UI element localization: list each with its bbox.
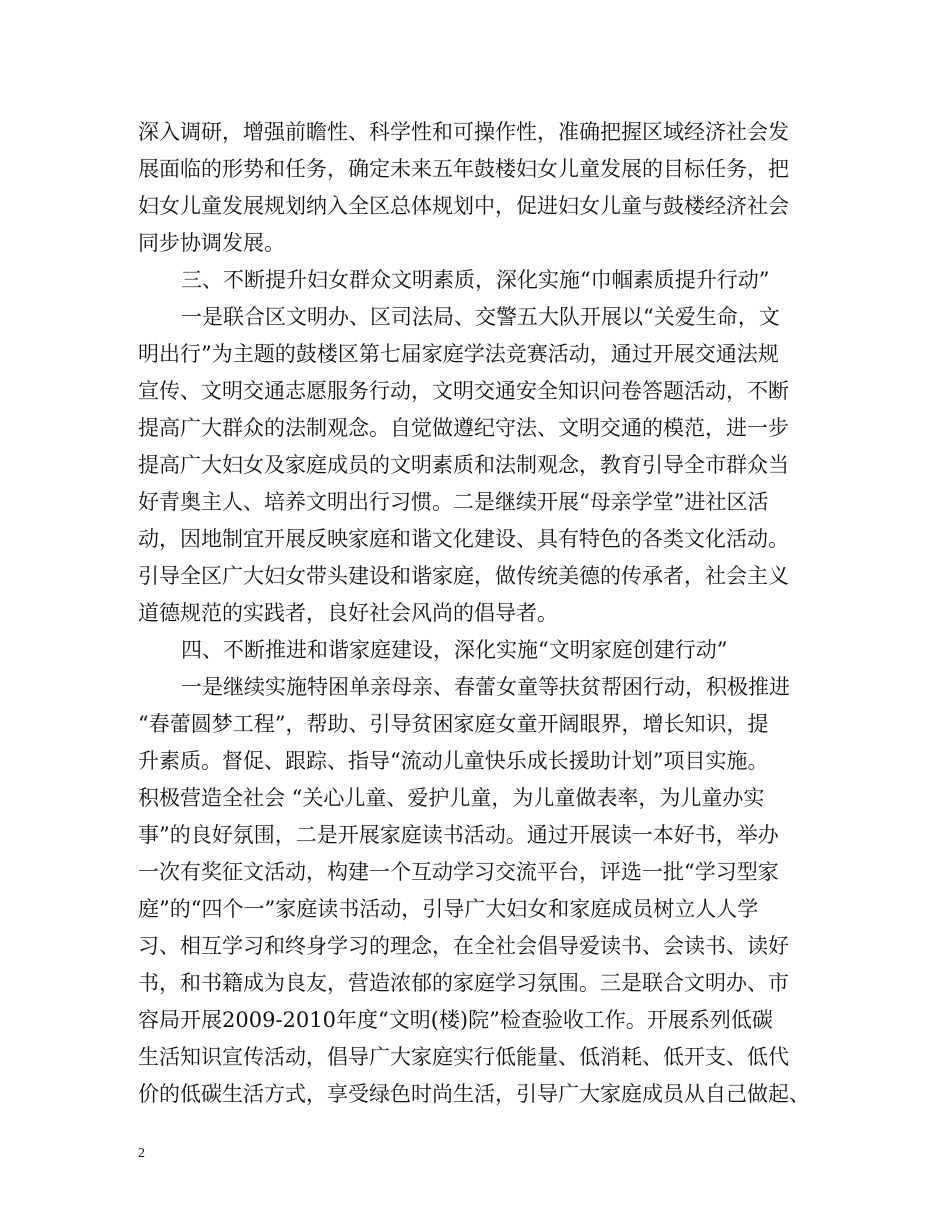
text-line: 升素质。督促、跟踪、指导“流动儿童快乐成长援助计划”项目实施。	[138, 749, 769, 773]
section-heading: 四、不断推进和谐家庭建设，深化实施“文明家庭创建行动”	[181, 638, 728, 662]
text-line: 价的低碳生活方式，享受绿色时尚生活，引导广大家庭成员从自己做起、	[138, 1082, 810, 1106]
text-line: 深入调研，增强前瞻性、科学性和可操作性，准确把握区域经济社会发	[138, 120, 789, 144]
text-line: “春蕾圆梦工程”，帮助、引导贫困家庭女童开阔眼界，增长知识，提	[138, 712, 769, 736]
text-line: 动，因地制宜开展反映家庭和谐文化建设、具有特色的各类文化活动。	[138, 527, 789, 551]
page-number: 2	[138, 1146, 145, 1161]
text-line: 一是联合区文明办、区司法局、交警五大队开展以“关爱生命，文	[181, 305, 780, 329]
text-line: 生活知识宣传活动，倡导广大家庭实行低能量、低消耗、低开支、低代	[138, 1045, 789, 1069]
text-line: 一次有奖征文活动，构建一个互动学习交流平台，评选一批“学习型家	[138, 860, 779, 884]
text-line: 同步协调发展。	[138, 231, 285, 255]
text-line: 一是继续实施特困单亲母亲、春蕾女童等扶贫帮困行动，积极推进	[181, 675, 790, 699]
text-line: 提高广大妇女及家庭成员的文明素质和法制观念，教育引导全市群众当	[138, 453, 789, 477]
text-line: 庭”的“四个一”家庭读书活动，引导广大妇女和家庭成员树立人人学	[138, 897, 759, 921]
text-line: 书，和书籍成为良友，营造浓郁的家庭学习氛围。三是联合文明办、市	[138, 971, 789, 995]
text-line: 习、相互学习和终身学习的理念，在全社会倡导爱读书、会读书、读好	[138, 934, 789, 958]
section-heading: 三、不断提升妇女群众文明素质，深化实施“巾帼素质提升行动”	[181, 268, 770, 292]
text-line: 好青奥主人、培养文明出行习惯。二是继续开展“母亲学堂”进社区活	[138, 490, 769, 514]
text-line: 事”的良好氛围，二是开展家庭读书活动。通过开展读一本好书，举办	[138, 823, 779, 847]
text-line: 明出行”为主题的鼓楼区第七届家庭学法竞赛活动，通过开展交通法规	[138, 342, 779, 366]
text-line: 展面临的形势和任务，确定未来五年鼓楼妇女儿童发展的目标任务，把	[138, 157, 789, 181]
text-line: 引导全区广大妇女带头建设和谐家庭，做传统美德的传承者，社会主义	[138, 564, 789, 588]
text-line: 容局开展2009-2010年度“文明(楼)院”检查验收工作。开展系列低碳	[138, 1008, 773, 1032]
text-line: 妇女儿童发展规划纳入全区总体规划中，促进妇女儿童与鼓楼经济社会	[138, 194, 789, 218]
text-line: 宣传、文明交通志愿服务行动，文明交通安全知识问卷答题活动，不断	[138, 379, 789, 403]
text-line: 提高广大群众的法制观念。自觉做遵纪守法、文明交通的模范，进一步	[138, 416, 789, 440]
text-line: 道德规范的实践者，良好社会风尚的倡导者。	[138, 601, 558, 625]
text-line: 积极营造全社会 “关心儿童、爱护儿童，为儿童做表率，为儿童办实	[138, 786, 765, 810]
